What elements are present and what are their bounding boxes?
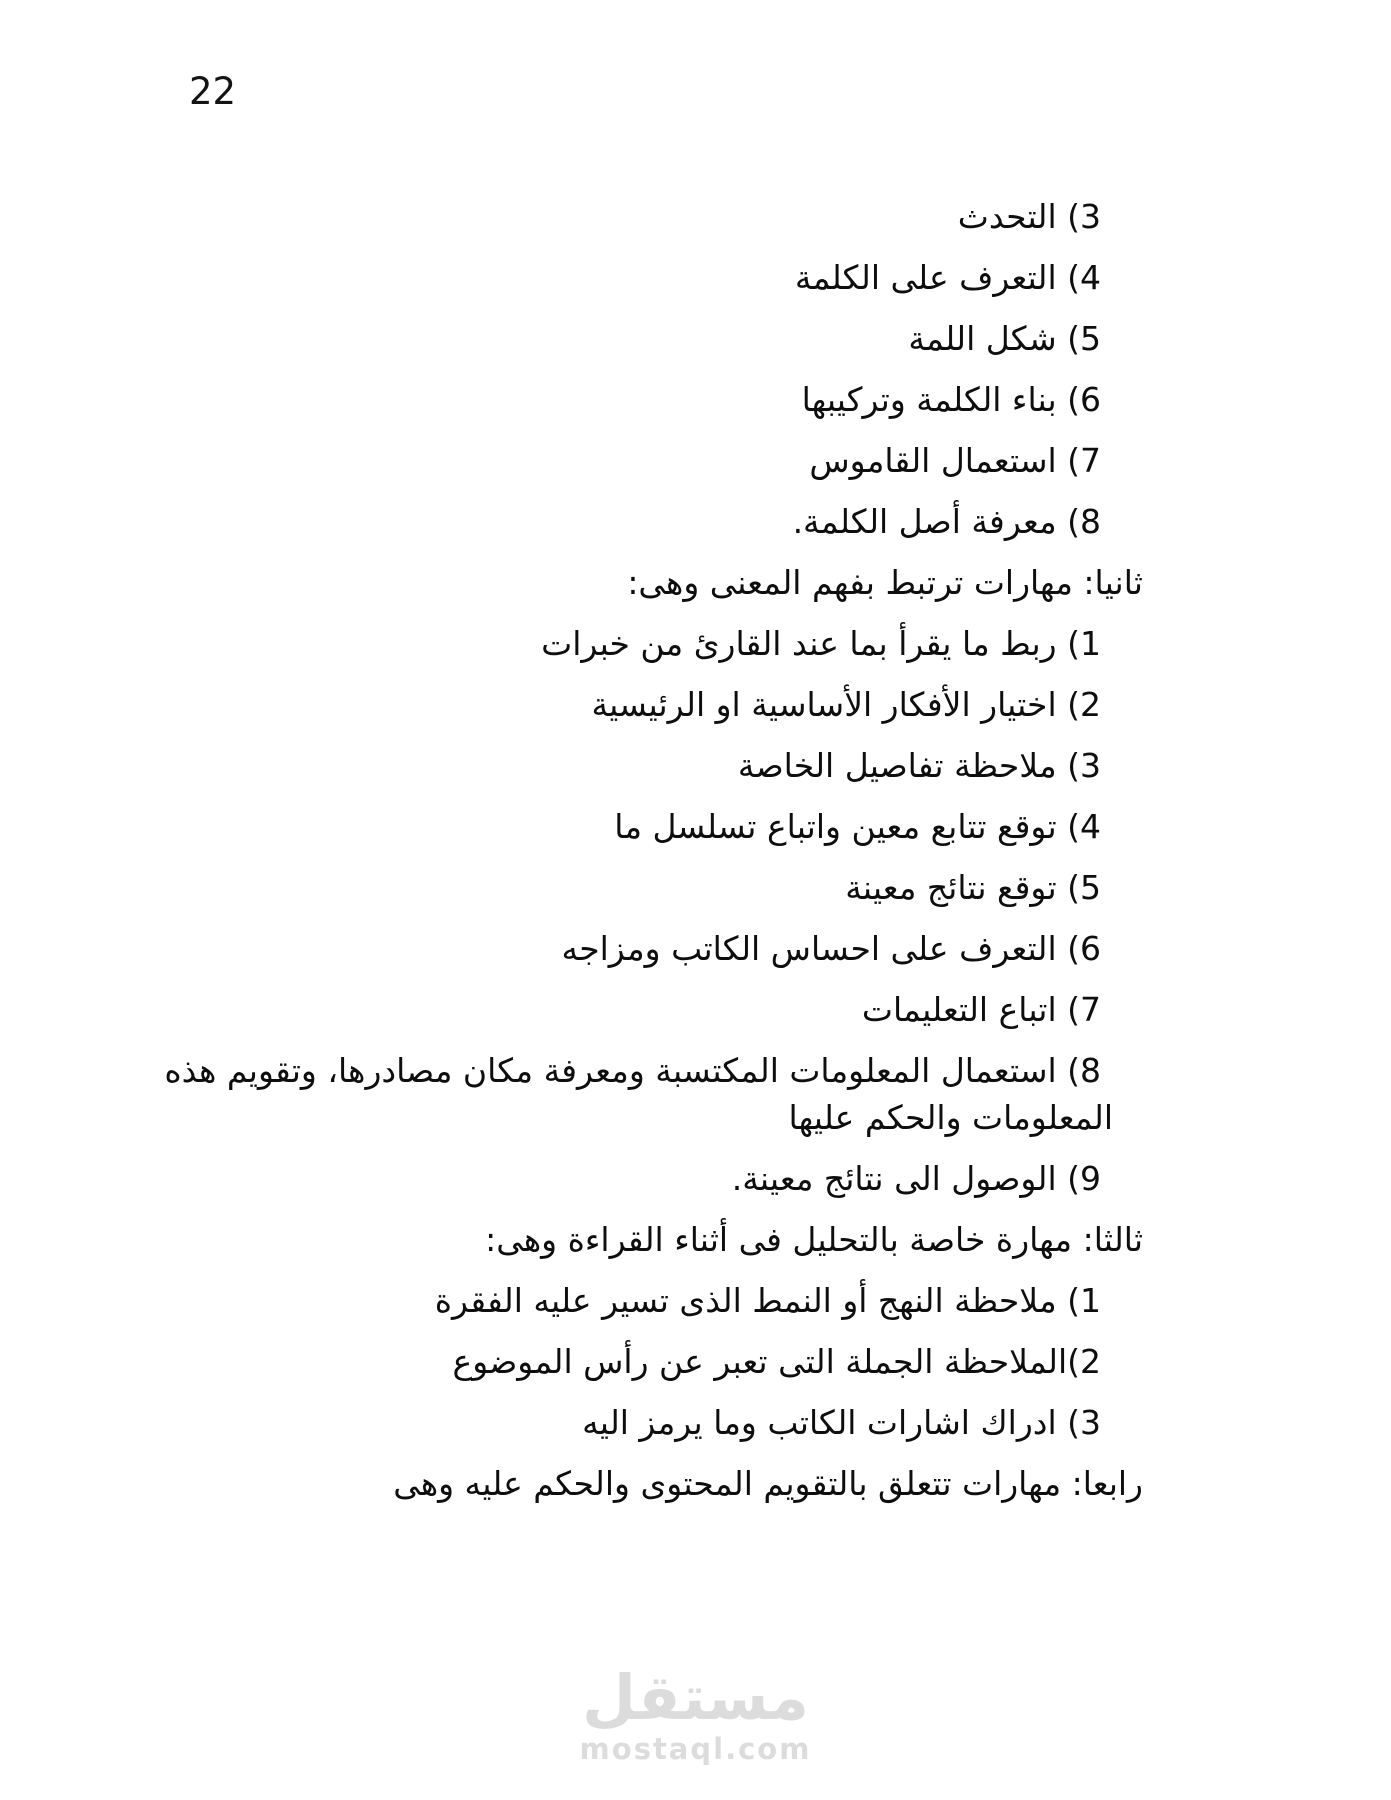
text-line: 9) الوصول الى نتائج معينة. [731,1159,1101,1198]
text-line: 1) ملاحظة النهج أو النمط الذى تسير عليه الفقرة [434,1281,1101,1320]
mostaql-site-url: mostaql.com [579,1732,812,1766]
text-line: المعلومات والحكم عليها [788,1098,1113,1137]
text-line: 2) اختيار الأفكار الأساسية او الرئيسية [591,685,1101,724]
text-line: ثالثا: مهارة خاصة بالتحليل فى أثناء القراءة وهى: [485,1220,1143,1259]
text-line: 7) اتباع التعليمات [861,990,1101,1029]
text-line: 7) استعمال القاموس [809,441,1101,480]
text-line: 3) التحدث [957,197,1101,236]
mostaql-logo: مستقل [582,1661,809,1734]
text-line: 2)الملاحظة الجملة التى تعبر عن رأس الموضوع [452,1342,1101,1381]
text-line: 8) استعمال المعلومات المكتسبة ومعرفة مكان مصادرها، وتقويم هذه [164,1051,1101,1090]
text-line: 4) التعرف على الكلمة [794,258,1101,297]
document-body [164,193,1143,1521]
page-number: 22 [189,70,237,113]
text-line: 6) بناء الكلمة وتركيبها [801,380,1101,419]
text-line: 6) التعرف على احساس الكاتب ومزاجه [561,929,1101,968]
text-line: ثانيا: مهارات ترتبط بفهم المعنى وهى: [627,563,1143,602]
text-line: 1) ربط ما يقرأ بما عند القارئ من خبرات [541,624,1101,663]
text-line: 4) توقع تتابع معين واتباع تسلسل ما [614,807,1101,846]
text-line: 5) شكل اللمة [908,319,1101,358]
text-line: رابعا: مهارات تتعلق بالتقويم المحتوى والحكم عليه وهى [393,1464,1143,1503]
text-line: 5) توقع نتائج معينة [845,868,1101,907]
text-line: 3) ادراك اشارات الكاتب وما يرمز اليه [582,1403,1101,1442]
text-line: 3) ملاحظة تفاصيل الخاصة [737,746,1101,785]
text-line: 8) معرفة أصل الكلمة. [792,502,1101,541]
mostaql-watermark [0,1662,1391,1764]
